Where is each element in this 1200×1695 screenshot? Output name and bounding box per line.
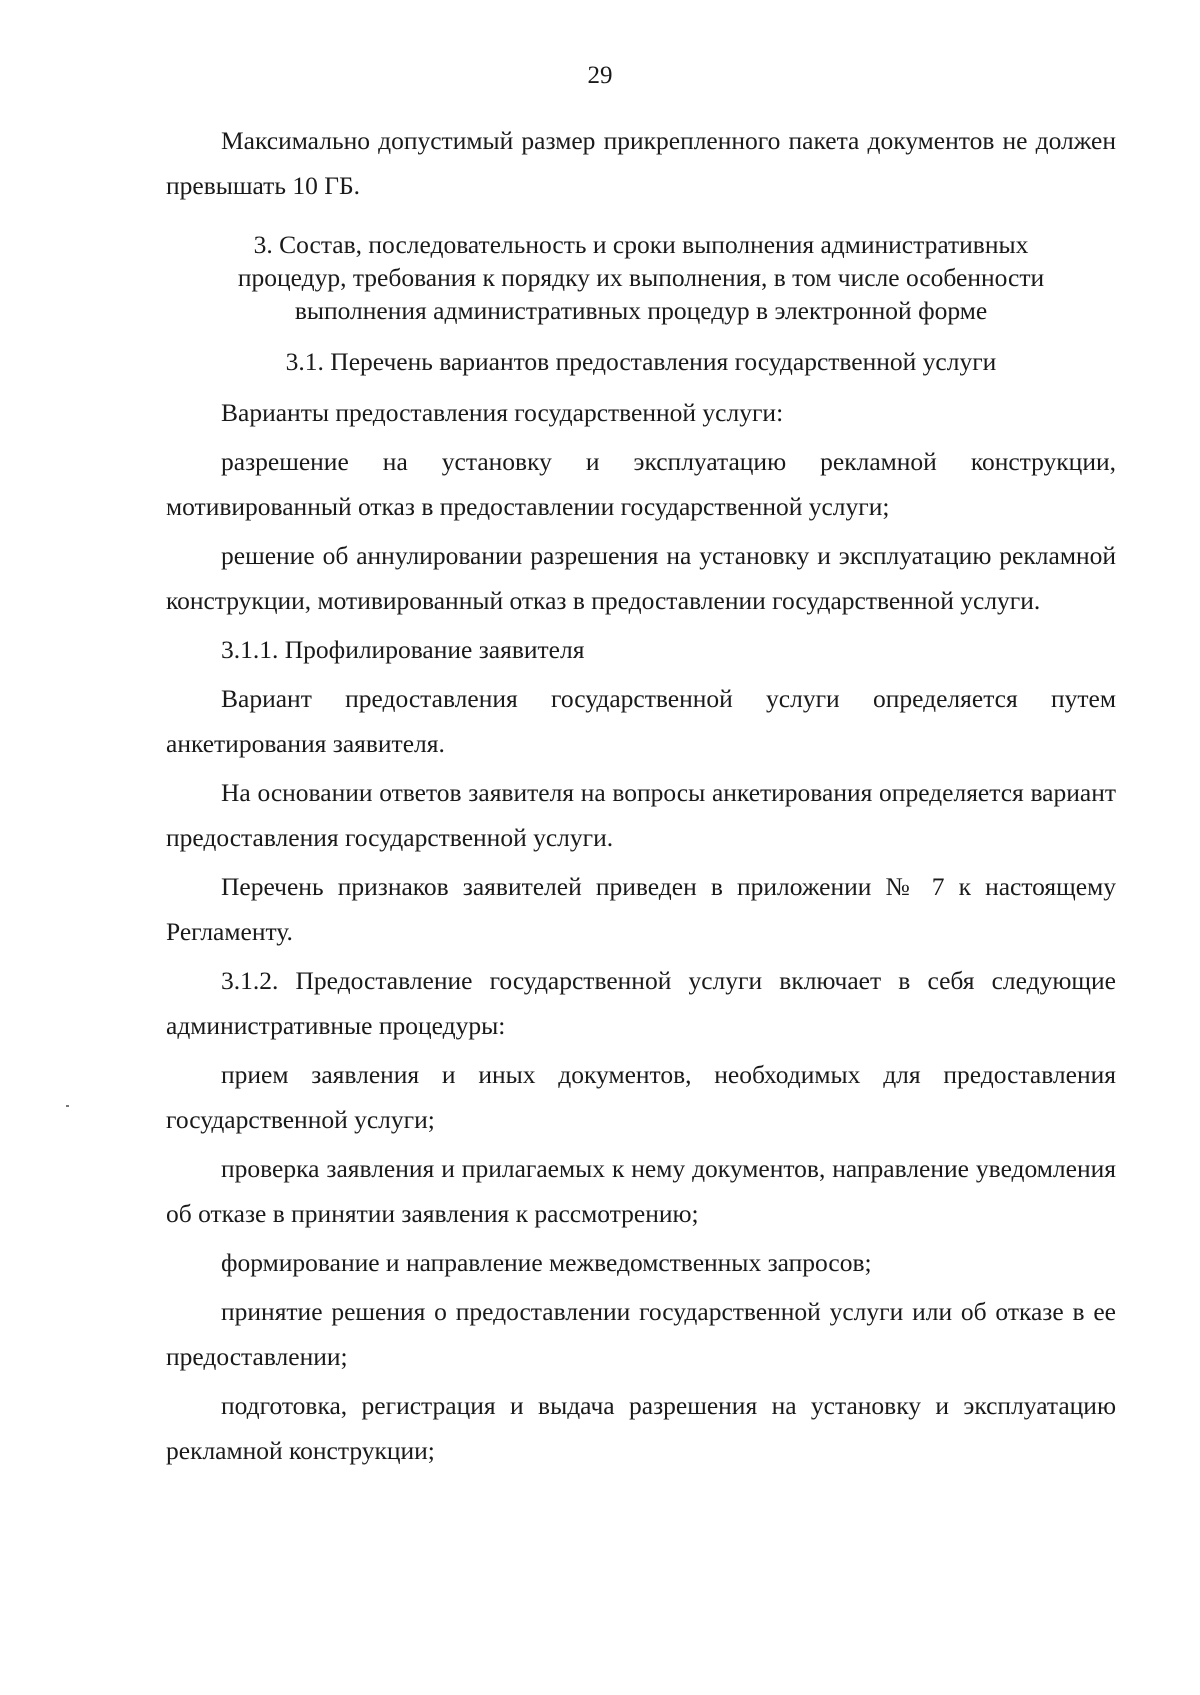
paragraph-procedures-intro: 3.1.2. Предоставление государственной услуги включает в себя следующие административные процедуры: <box>166 966 1116 1040</box>
paragraph-procedure-issuance: подготовка, регистрация и выдача разрешения на установку и эксплуатацию рекламной конструкции; <box>166 1391 1116 1465</box>
paragraph-profiling-heading: 3.1.1. Профилирование заявителя <box>221 635 585 664</box>
section-heading-line: 3. Состав, последовательность и сроки выполнения административных <box>253 230 1029 259</box>
document-body <box>166 118 1116 1477</box>
paragraph-procedure-verification: проверка заявления и прилагаемых к нему документов, направление уведомления об отказе в принятии заявления к рассмотрению; <box>166 1154 1116 1228</box>
paragraph-applicant-attributes: Перечень признаков заявителей приведен в приложении № 7 к настоящему Регламенту. <box>166 872 1116 946</box>
subsection-heading-3-1: 3.1. Перечень вариантов предоставления государственной услуги <box>285 347 997 376</box>
section-heading-line: выполнения административных процедур в электронной форме <box>294 296 988 325</box>
paragraph-procedure-reception: прием заявления и иных документов, необходимых для предоставления государственной услуги; <box>166 1060 1116 1134</box>
paragraph-procedure-decision: принятие решения о предоставлении государственной услуги или об отказе в ее предоставлении; <box>166 1297 1116 1371</box>
section-heading-3 <box>166 228 1116 327</box>
paragraph-variants-intro: Варианты предоставления государственной услуги: <box>221 398 784 427</box>
scan-artifact <box>66 1105 69 1107</box>
paragraph-procedure-requests: формирование и направление межведомственных запросов; <box>221 1248 872 1277</box>
page-number: 29 <box>587 62 613 89</box>
paragraph-file-size-limit: Максимально допустимый размер прикрепленного пакета документов не должен превышать 10 ГБ. <box>166 126 1116 200</box>
section-heading-line: процедур, требования к порядку их выполнения, в том числе особенности <box>237 263 1045 292</box>
paragraph-profiling-answers: На основании ответов заявителя на вопросы анкетирования определяется вариант предоставления государственной услуги. <box>166 778 1116 852</box>
paragraph-variant-annulment: решение об аннулировании разрешения на установку и эксплуатацию рекламной конструкции, мотивированный отказ в предоставлении государственной услуги. <box>166 541 1116 615</box>
paragraph-profiling-method: Вариант предоставления государственной услуги определяется путем анкетирования заявителя. <box>166 684 1116 758</box>
paragraph-variant-permit: разрешение на установку и эксплуатацию рекламной конструкции, мотивированный отказ в предоставлении государственной услуги; <box>166 447 1116 521</box>
